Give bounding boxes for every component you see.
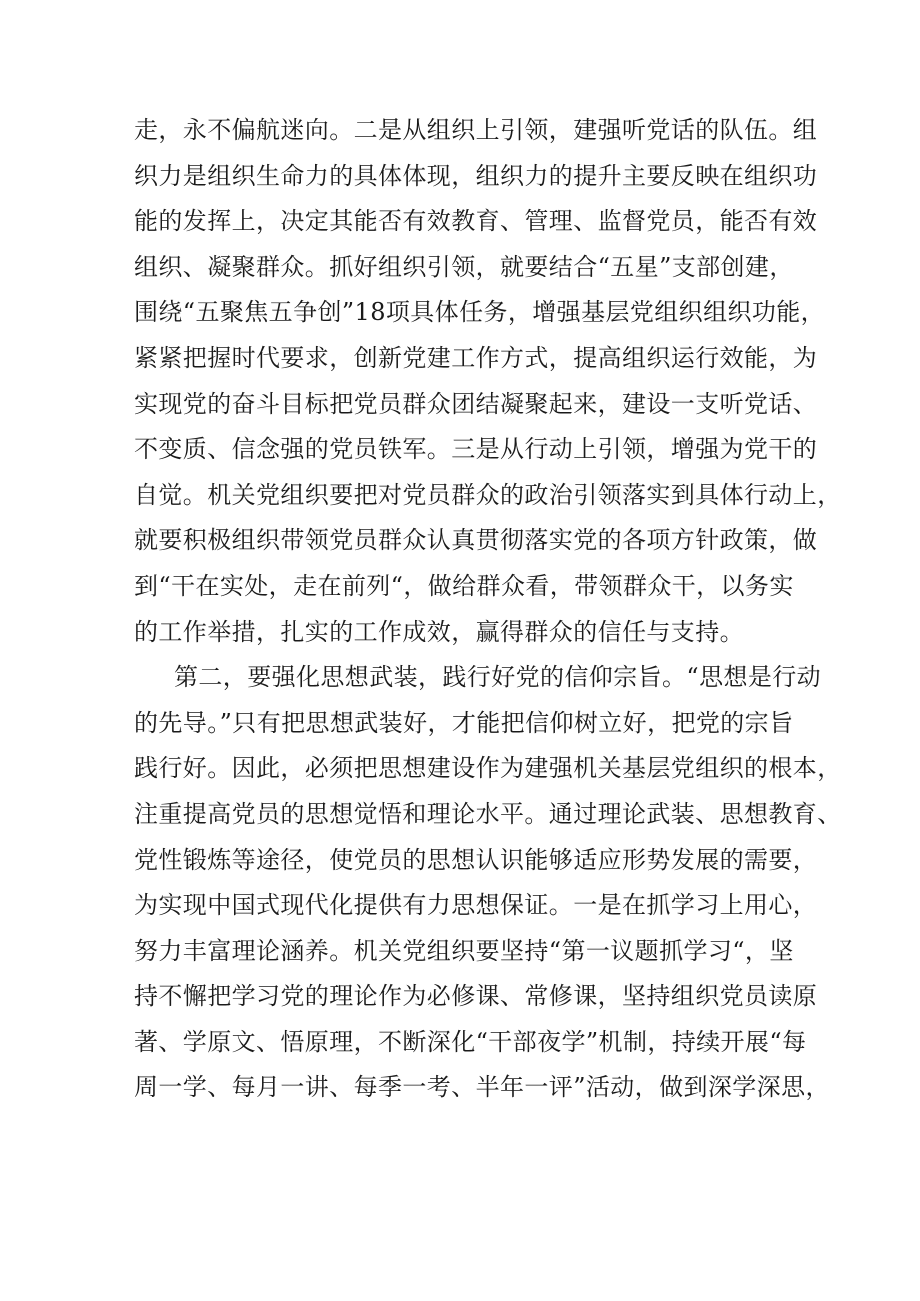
text-line: 走，永不偏航迷向。二是从组织上引领，建强听党话的队伍。组 xyxy=(134,116,818,144)
text-line: 周一学、每月一讲、每季一考、半年一评”活动，做到深学深思， xyxy=(134,1073,830,1102)
paragraph-2 xyxy=(134,655,842,1111)
text-line: 践行好。因此，必须把思想建设作为建强机关基层党组织的根本， xyxy=(134,754,842,783)
text-line: 紧紧把握时代要求，创新党建工作方式，提高组织运行效能，为 xyxy=(134,343,818,372)
text-line: 努力丰富理论涵养。机关党组织要坚持“第一议题抓学习“，坚 xyxy=(134,936,794,965)
text-line: 织力是组织生命力的具体体现，组织力的提升主要反映在组织功 xyxy=(134,161,818,190)
paragraph-1 xyxy=(134,108,842,655)
text-line: 自觉。机关党组织要把对党员群众的政治引领落实到具体行动上， xyxy=(134,480,842,509)
text-line: 到“干在实处，走在前列“，做给群众看，带领群众干，以务实 xyxy=(134,571,794,600)
text-line: 的工作举措，扎实的工作成效，赢得群众的信任与支持。 xyxy=(134,617,744,646)
text-line: 的先导。”只有把思想武装好，才能把信仰树立好，把党的宗旨 xyxy=(134,708,794,737)
text-line: 围绕“五聚焦五争创”18项具体任务，增强基层党组织组织功能， xyxy=(134,298,826,327)
text-line: 党性锻炼等途径，使党员的思想认识能够适应形势发展的需要， xyxy=(134,845,818,874)
text-line: 组织、凝聚群众。抓好组织引领，就要结合“五星”支部创建， xyxy=(134,252,794,281)
document-body xyxy=(134,108,842,1111)
text-line: 第二，要强化思想武装，践行好党的信仰宗旨。“思想是行动 xyxy=(174,663,822,692)
text-line: 著、学原文、悟原理，不断深化“干部夜学”机制，持续开展“每 xyxy=(134,1027,807,1056)
text-line: 不变质、信念强的党员铁军。三是从行动上引领，增强为党干的 xyxy=(134,435,818,464)
text-line: 注重提高党员的思想觉悟和理论水平。通过理论武装、思想教育、 xyxy=(134,799,842,828)
text-line: 就要积极组织带领党员群众认真贯彻落实党的各项方针政策，做 xyxy=(134,526,818,555)
text-line: 为实现中国式现代化提供有力思想保证。一是在抓学习上用心， xyxy=(134,891,818,920)
text-line: 实现党的奋斗目标把党员群众团结凝聚起来，建设一支听党话、 xyxy=(134,389,818,418)
text-line: 持不懈把学习党的理论作为必修课、常修课，坚持组织党员读原 xyxy=(134,982,818,1011)
text-line: 能的发挥上，决定其能否有效教育、管理、监督党员，能否有效 xyxy=(134,207,818,236)
